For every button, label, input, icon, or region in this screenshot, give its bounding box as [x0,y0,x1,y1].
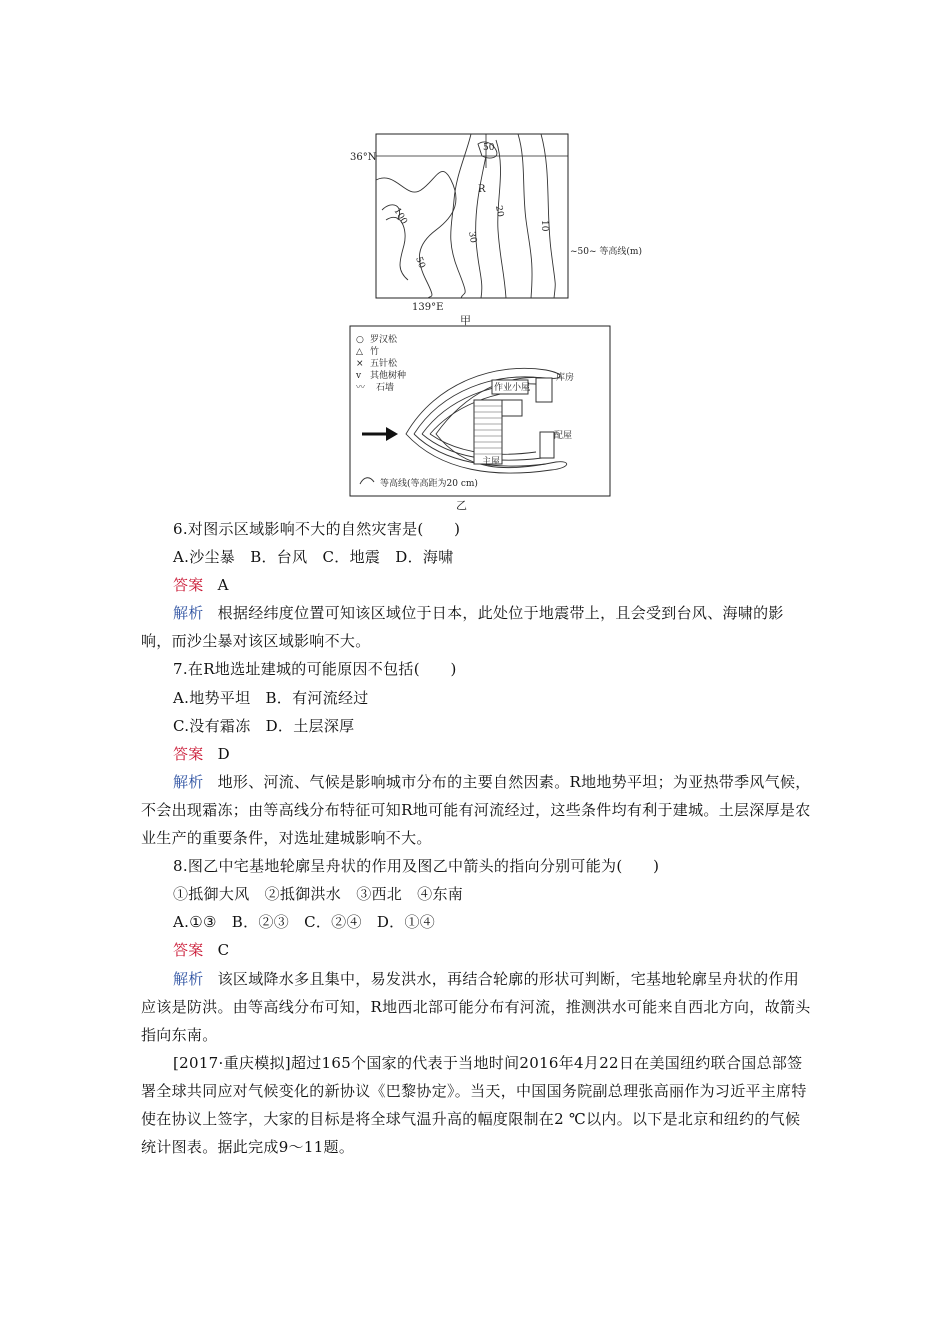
statement: ②抵御洪水 [264,885,342,904]
legend-label: 罗汉松 [370,335,398,345]
option: A.沙尘暴 [173,548,236,567]
option: B．②③ [231,913,290,932]
legend-symbol: △ [356,347,363,357]
q8-statements [141,880,813,908]
statement: ③西北 [356,885,403,904]
answer-value: A [217,576,229,595]
option: D．土层深厚 [265,716,355,735]
option: B．台风 [250,548,308,567]
option: B．有河流经过 [265,688,369,707]
statement: ①抵御大风 [173,885,250,904]
q7-explanation [141,768,813,852]
intro-paragraph: [2017·重庆模拟]超过165个国家的代表于当地时间2016年4月22日在美国纽约联合国总部签署全球共同应对气候变化的新协议《巴黎协定》。当天，中国国务院副总理张高丽作为习近平主席特使在协议上签字，大家的目标是将全球气温升高的幅度限制在2 ℃以内。以下是北京和纽约的气候统计图表。据此完成9～11题。 [141,1053,807,1157]
option: D．①④ [376,913,436,932]
q6-answer [141,571,813,599]
q8-options [141,908,813,936]
legend-label: 石墙 [376,383,395,393]
figure-caption: 甲 [460,314,471,327]
storage-room [536,378,552,402]
contour-label: 10 [539,220,549,232]
explanation-text: 根据经纬度位置可知该区域位于日本，此处位于地震带上，且会受到台风、海啸的影响，而沙尘暴对该区域影响不大。 [141,604,784,651]
plan-legend [355,333,406,393]
contour-legend-icon [360,478,374,484]
legend-symbol: v [356,371,362,381]
explanation-label: 解析 [173,772,204,791]
option: C.没有霜冻 [173,716,251,735]
latitude-label: 36°N [350,152,377,163]
q6-explanation [141,599,813,655]
longitude-label: 139°E [412,302,444,313]
storage-label: 库房 [556,373,575,383]
q6-question: 6.对图示区域影响不大的自然灾害是( ) [173,520,461,538]
legend-label: 其他树种 [370,371,407,381]
contour-label: 100 [391,206,409,227]
annex-house [502,400,522,416]
legend-label: 五针松 [370,359,398,369]
legend-symbol: 〰 [356,383,366,393]
contour-legend-label: 等高线(等高距为20 cm) [380,479,478,489]
main-house-label: 主屋 [482,457,501,467]
side-house [540,432,554,458]
question-text-block [141,515,813,1161]
contour-label: 30 [466,230,478,244]
figure-contour-map [346,120,646,330]
answer-label: 答案 [173,744,204,763]
contour-map-svg [346,120,646,330]
option: A.地势平坦 [173,688,251,707]
q8-answer [141,936,813,964]
option: A.①③ [173,913,217,932]
legend-symbol: ○ [356,335,364,345]
work-hut-label: 作业小屋 [494,383,531,393]
explanation-text: 该区域降水多且集中，易发洪水，再结合轮廓的形状可判断，宅基地轮廓呈舟状的作用应该是防洪。由等高线分布可知，R地西北部可能分布有河流，推测洪水可能来自西北方向，故箭头指向东南。 [141,969,811,1044]
explanation-label: 解析 [173,969,204,988]
explanation-label: 解析 [173,604,204,623]
answer-label: 答案 [173,941,204,960]
answer-value: C [217,941,230,960]
q6-options [141,543,813,571]
explanation-text: 地形、河流、气候是影响城市分布的主要自然因素。R地地势平坦；为亚热带季风气候，不会出现霜冻；由等高线分布特征可知R地可能有河流经过，这些条件均有利于建城。土层深厚是农业生产的重要条件，对选址建城影响不大。 [141,772,811,848]
q7-options-row1 [141,684,813,712]
main-house [474,400,502,464]
arrow-head [386,427,398,441]
side-house-label: 配屋 [554,431,573,441]
contour-label: 20 [493,204,505,218]
point-r-label: R [478,184,486,195]
legend-symbol: × [356,359,364,369]
statement: ④东南 [417,885,464,904]
q8-question: 8.图乙中宅基地轮廓呈舟状的作用及图乙中箭头的指向分别可能为( ) [173,857,660,876]
q7-answer [141,740,813,768]
figure-homestead-plan [346,322,646,512]
answer-value: D [217,744,230,763]
contour-legend: ~50~ 等高线(m) [570,247,642,257]
figure-caption: 乙 [456,499,467,512]
option: C．地震 [322,548,381,567]
contour-label: 50 [413,255,427,270]
homestead-svg [346,322,646,512]
q7-question: 7.在R地选址建城的可能原因不包括( ) [173,660,457,679]
contour-label: 50 [483,143,495,153]
legend-label: 竹 [370,347,380,357]
option: D．海啸 [395,548,454,567]
answer-label: 答案 [173,576,204,595]
option: C．②④ [304,913,362,932]
q7-options-row2 [141,712,813,740]
q8-explanation [141,965,813,1049]
